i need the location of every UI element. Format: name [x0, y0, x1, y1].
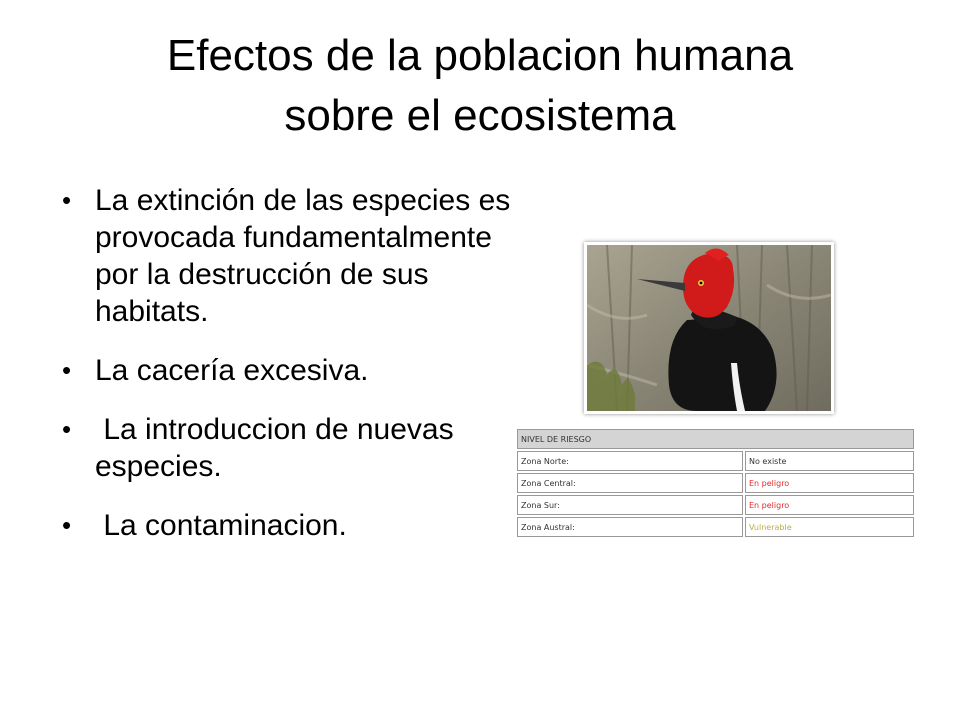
bullet-list	[62, 182, 514, 566]
status-cell: No existe	[745, 451, 914, 471]
risk-level-table	[515, 427, 916, 539]
bullet-item	[62, 507, 514, 544]
zone-cell: Zona Sur:	[517, 495, 743, 515]
bullet-item	[62, 352, 514, 389]
bullet-text: La extinción de las especies es provocada fundamentalmente por la destrucción de sus habitats.	[95, 184, 511, 328]
bullet-item	[62, 411, 514, 485]
bullet-dot-icon: •	[62, 510, 72, 540]
zone-cell: Zona Austral:	[517, 517, 743, 537]
bullet-text: La introduccion de nuevas especies.	[95, 413, 462, 483]
woodpecker-illustration	[587, 245, 831, 411]
table-row	[517, 451, 914, 471]
table-header-row	[517, 429, 914, 449]
status-cell: En peligro	[745, 473, 914, 493]
slide-title-line-1: Efectos de la poblacion humana	[166, 31, 794, 80]
woodpecker-photo	[584, 242, 834, 414]
table-header-cell: NIVEL DE RIESGO	[517, 429, 914, 449]
bullet-text: La contaminacion.	[95, 509, 347, 542]
status-cell: Vulnerable	[745, 517, 914, 537]
bullet-dot-icon: •	[62, 185, 72, 215]
bullet-dot-icon: •	[62, 414, 72, 444]
slide-title-line-2: sobre el ecosistema	[284, 91, 676, 140]
table-row	[517, 495, 914, 515]
table-row	[517, 473, 914, 493]
slide-title	[40, 26, 920, 146]
bullet-text: La cacería excesiva.	[95, 354, 369, 387]
table-row	[517, 517, 914, 537]
zone-cell: Zona Central:	[517, 473, 743, 493]
bullet-dot-icon: •	[62, 355, 72, 385]
status-cell: En peligro	[745, 495, 914, 515]
bullet-item	[62, 182, 514, 330]
zone-cell: Zona Norte:	[517, 451, 743, 471]
